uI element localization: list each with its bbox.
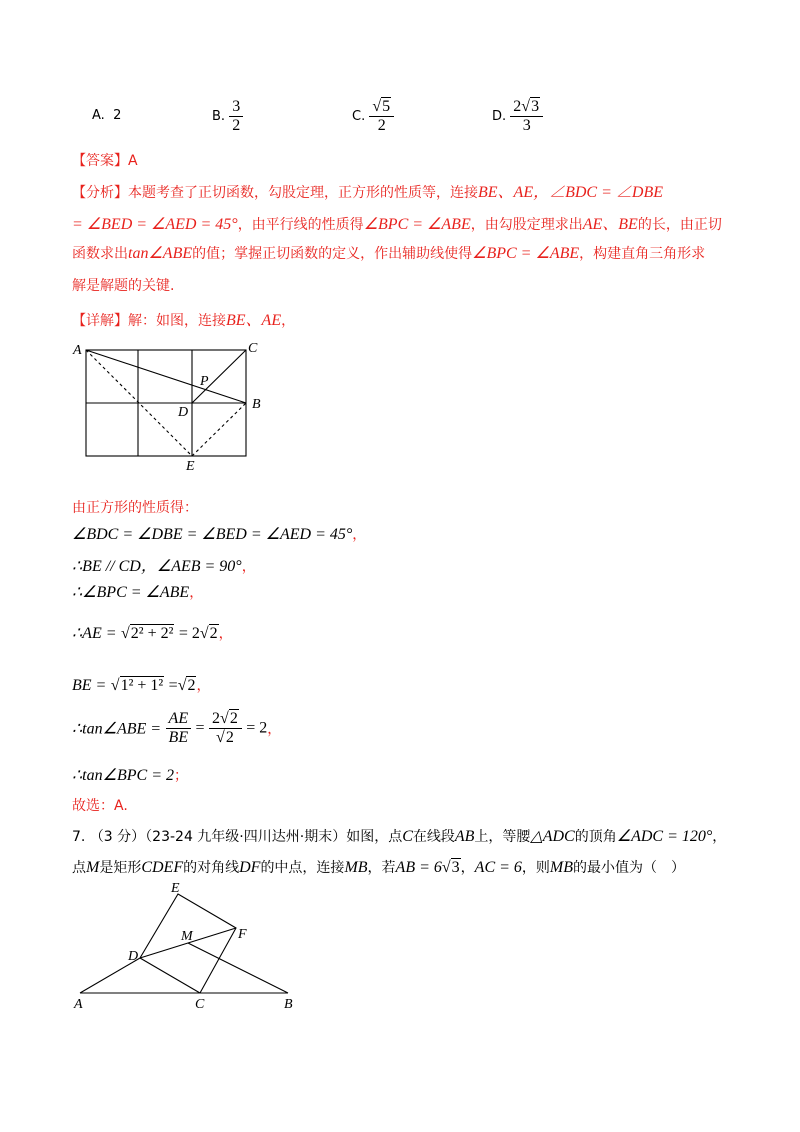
solution-tan-fraction-2 [209, 710, 242, 747]
solution-end-7: ， [267, 721, 282, 738]
solution-tan-result: = 2 [246, 719, 268, 737]
figure-2-label-d: D [128, 949, 139, 964]
solution-end-5: ， [218, 626, 233, 642]
option-d-denominator: 3 [522, 117, 531, 134]
option-d-coef: 2 [513, 98, 522, 115]
analysis-math-3b: ∠BPC = ∠ABE [472, 245, 580, 262]
solution-end-4: ， [189, 585, 204, 601]
question-math-ab-eq: AB = 6 [395, 859, 442, 876]
question-math-cdef: CDEF [141, 859, 184, 876]
solution-tan-fraction [166, 710, 192, 747]
solution-tan-denominator-2: √2 [216, 729, 234, 746]
option-b-numerator: 3 [229, 98, 243, 117]
figure-2-label-f: F [238, 927, 247, 942]
option-a [92, 108, 121, 123]
figure-1-label-p: P [200, 374, 209, 389]
analysis-text-3a: 函数求出 [72, 246, 128, 262]
figure-2-segment-dc [140, 958, 200, 993]
question-text-e: ， [712, 829, 727, 845]
solution-line-6 [72, 675, 210, 695]
analysis-math-2c: AE、BE [582, 216, 638, 233]
question-line2-c: 的对角线 [183, 860, 240, 876]
analysis-math-3: tan∠ABE [128, 245, 193, 262]
option-c-label: C. [352, 109, 366, 124]
solution-math-3: ∴BE // CD，∠AEB = 90° [72, 558, 242, 575]
question-7-line-1 [72, 826, 726, 846]
solution-ae-radicand: 2² + 2² [130, 625, 174, 642]
analysis-math-1: BE、AE，∠BDC = ∠DBE [478, 184, 663, 201]
option-c [352, 98, 394, 135]
solution-tan-coef: 2 [212, 710, 221, 727]
solution-line-8 [72, 765, 188, 785]
question-line2-e: ，若 [367, 860, 396, 876]
analysis-text-3b: 的值；掌握正切函数的定义，作出辅助线使得 [192, 246, 473, 262]
detail-intro-end: ， [281, 313, 296, 329]
analysis-math-2: = ∠BED = ∠AED = 45° [72, 216, 238, 233]
solution-tan-numerator-2: 2√2 [209, 710, 242, 729]
figure-2-label-e: E [171, 881, 180, 896]
option-a-label: A. [92, 108, 105, 123]
question-math-root3: √3 [441, 859, 460, 876]
figure-2-label-m: M [181, 929, 193, 944]
solution-tan-den-radicand: 2 [225, 729, 234, 746]
solution-end-3: ， [241, 559, 256, 575]
analysis-text-4: 解是解题的关键. [72, 278, 175, 294]
option-d-label: D. [492, 109, 507, 124]
solution-math-4: ∴∠BPC = ∠ABE [72, 584, 190, 601]
analysis-text-2a: ，由平行线的性质得 [237, 217, 364, 233]
solution-be-radical: √1² + 1² [110, 677, 164, 694]
solution-be-result: √2 [177, 677, 196, 694]
solution-end-8: ； [173, 768, 188, 784]
option-d [492, 98, 543, 135]
detail-line [72, 307, 295, 330]
option-b-fraction [229, 98, 243, 135]
question-7-line-2 [72, 857, 685, 877]
question-math-mb: MB [344, 859, 368, 876]
analysis-text-3c: ，构建直角三角形求 [579, 246, 706, 262]
solution-tan-eq: = [195, 719, 205, 737]
option-b-denominator: 2 [232, 117, 241, 134]
option-d-fraction [510, 98, 543, 135]
analysis-text-1: 本题考查了正切函数，勾股定理，正方形的性质等，连接 [128, 185, 478, 201]
answer-line [72, 150, 138, 170]
solution-end-2: ， [352, 527, 367, 543]
solution-line-5 [72, 623, 233, 643]
figure-2-label-a: A [74, 997, 83, 1012]
detail-label: 【详解】 [72, 313, 128, 329]
figure-1-segment-ab [86, 350, 246, 403]
question-math-angle: ∠ADC = 120° [616, 828, 713, 845]
option-b [212, 98, 243, 135]
option-b-label: B. [212, 109, 226, 124]
detail-intro-math: BE、AE [226, 312, 282, 329]
question-math-root3-radicand: 3 [451, 859, 460, 876]
option-d-radicand: 3 [531, 98, 540, 115]
solution-tan-num-radicand: 2 [229, 710, 238, 727]
question-text-d: 的顶角 [574, 829, 617, 845]
solution-line-4 [72, 582, 203, 602]
solution-line-3 [72, 553, 256, 576]
question-math-ab: AB [454, 828, 475, 845]
question-text-c: 上，等腰 [474, 829, 531, 845]
solution-math-8: ∴tan∠BPC = 2 [72, 767, 174, 784]
figure-1-segment-be [192, 403, 246, 456]
solution-tan-denominator: BE [168, 729, 189, 746]
question-line2-a: 点 [72, 860, 86, 876]
figure-1-label-a: A [73, 343, 82, 358]
solution-line-2 [72, 524, 366, 544]
solution-tan-lhs: ∴tan∠ABE = [72, 720, 162, 738]
solution-ae-radical: √2² + 2² [120, 625, 174, 642]
solution-math-2: ∠BDC = ∠DBE = ∠BED = ∠AED = 45° [72, 526, 353, 543]
solution-text-1: 由正方形的性质得： [72, 500, 198, 516]
solution-ae-result: √2 [199, 625, 218, 642]
figure-1-label-c: C [248, 341, 258, 356]
figure-2-rectangle-diagram [70, 880, 310, 1016]
solution-line-7 [72, 710, 281, 747]
question-line2-b: 是矩形 [99, 860, 142, 876]
question-source: （23-24 九年级·四川达州·期末） [145, 829, 347, 845]
question-text-b: 在线段 [412, 829, 455, 845]
analysis-line-2 [72, 211, 722, 234]
solution-line-1 [72, 497, 198, 517]
solution-tan-numerator: AE [166, 710, 192, 729]
question-number: 7. [72, 829, 86, 845]
option-c-radicand: 5 [382, 98, 391, 115]
figure-1-label-d: D [178, 405, 189, 420]
answer-label: 【答案】 [72, 153, 128, 169]
question-math-m: M [86, 859, 100, 876]
answer-value: A [128, 153, 138, 169]
analysis-label: 【分析】 [72, 185, 128, 201]
figure-1-grid-diagram [70, 338, 270, 474]
solution-be-radicand: 1² + 1² [120, 677, 164, 694]
analysis-line-1 [72, 179, 663, 202]
solution-ae-lhs: ∴AE = [72, 625, 117, 642]
option-a-value: 2 [113, 108, 122, 123]
question-math-df: DF [239, 859, 261, 876]
figure-2-label-b: B [284, 997, 293, 1012]
figure-2-segment-mb [188, 943, 288, 993]
analysis-math-2b: ∠BPC = ∠ABE [363, 216, 471, 233]
question-score: （3 分） [89, 829, 146, 845]
analysis-line-4 [72, 275, 174, 295]
question-line2-d: 的中点，连接 [260, 860, 345, 876]
analysis-line-3 [72, 243, 705, 263]
question-line2-f: ， [460, 860, 475, 876]
question-text-a: 如图，点 [346, 829, 403, 845]
figure-2-label-c: C [195, 997, 205, 1012]
analysis-text-2b: ，由勾股定理求出 [470, 217, 583, 233]
figure-1-label-b: B [252, 397, 261, 412]
solution-choice [72, 795, 128, 815]
question-line2-g: ，则 [521, 860, 550, 876]
question-math-mb-2: MB [549, 859, 574, 876]
solution-be-lhs: BE = [72, 677, 107, 694]
solution-ae-result-radicand: 2 [209, 625, 218, 642]
option-c-denominator: 2 [377, 117, 386, 134]
solution-be-eq: = [168, 677, 178, 694]
option-c-numerator: √5 [369, 98, 394, 117]
question-math-ac: AC = 6 [474, 859, 522, 876]
question-line2-h: 的最小值为（ ） [573, 860, 686, 876]
option-c-fraction [369, 98, 394, 135]
figure-1-label-e: E [186, 459, 195, 474]
question-math-triangle: △ADC [530, 828, 575, 845]
question-math-c: C [402, 828, 413, 845]
solution-choice-text: 故选：A. [72, 798, 128, 814]
solution-end-6: ， [196, 678, 211, 694]
detail-intro: 解：如图，连接 [128, 313, 226, 329]
solution-ae-eq: = 2 [178, 625, 200, 642]
option-d-numerator: 2√3 [510, 98, 543, 117]
solution-be-result-radicand: 2 [187, 677, 196, 694]
analysis-text-2c: 的长，由正切 [637, 217, 722, 233]
